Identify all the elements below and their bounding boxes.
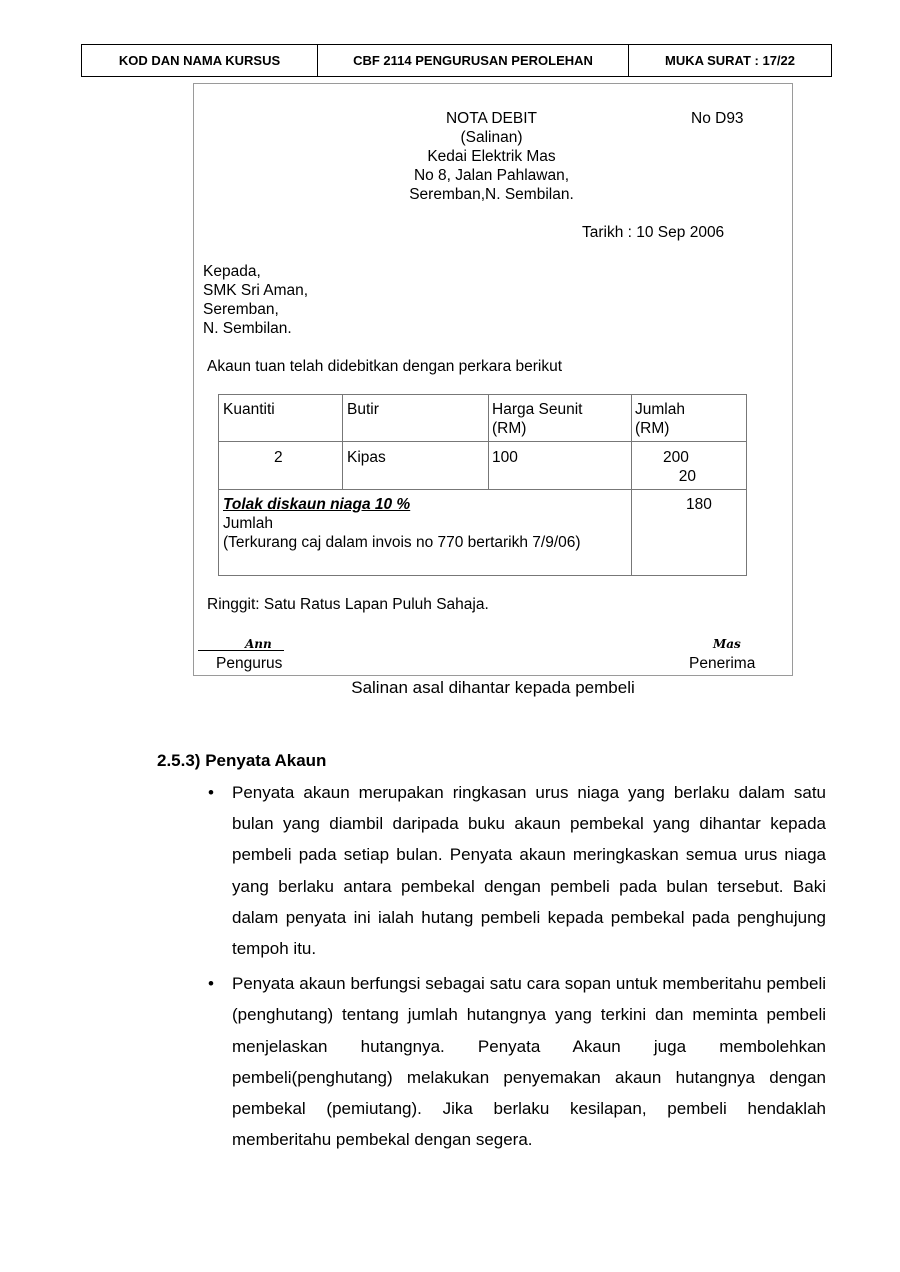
course-code-label: KOD DAN NAMA KURSUS	[82, 45, 318, 76]
discount-label: Tolak diskaun niaga 10 %	[223, 496, 411, 513]
row-quantity: 2	[274, 449, 283, 466]
recipient-line: N. Sembilan.	[203, 320, 292, 337]
row-unit-price: 100	[492, 449, 518, 466]
note-title: NOTA DEBIT	[445, 110, 537, 127]
final-total: 180	[686, 496, 712, 513]
note-date: Tarikh : 10 Sep 2006	[582, 224, 725, 241]
manager-label: Pengurus	[216, 655, 283, 672]
course-name: CBF 2114 PENGURUSAN PEROLEHAN	[318, 45, 629, 76]
receiver-label: Penerima	[689, 655, 756, 672]
undercharge-note: (Terkurang caj dalam invois no 770 bertarikh 7/9/06)	[223, 534, 581, 551]
note-heading	[394, 109, 589, 204]
bullet-icon: •	[208, 974, 214, 994]
shop-address-2: Seremban,N. Sembilan.	[409, 186, 574, 203]
row-item: Kipas	[347, 449, 386, 466]
note-number: No D93	[691, 110, 744, 127]
items-table	[218, 394, 747, 576]
amount-in-words: Ringgit: Satu Ratus Lapan Puluh Sahaja.	[207, 596, 489, 613]
row-total: 200	[663, 449, 689, 466]
shop-name: Kedai Elektrik Mas	[427, 148, 556, 165]
bullet-list	[200, 777, 826, 1159]
list-item-text: Penyata akaun berfungsi sebagai satu cara sopan untuk memberitahu pembeli (penghutang) tentang jumlah hutangnya yang terkini dan meminta pembeli menjelaskan hutangnya. Penyata Akaun juga membolehkan pembeli(penghutang) melakukan penyemakan akaun hutangnya dengan pembekal (pemiutang). Jika berlaku kesilapan, pembeli hendaklah memberitahu pembekal dengan segera.	[232, 974, 826, 1150]
total-label: Jumlah	[223, 515, 273, 532]
shop-address-1: No 8, Jalan Pahlawan,	[413, 167, 570, 184]
note-intro: Akaun tuan telah didebitkan dengan perkara berikut	[207, 358, 563, 375]
header-unit-price: Harga Seunit (RM)	[492, 401, 583, 437]
page-header	[81, 44, 832, 77]
recipient-block	[203, 262, 308, 338]
table-divider	[219, 489, 746, 490]
debit-note	[193, 83, 793, 676]
row-discount-amount: 20	[678, 468, 696, 485]
table-divider	[342, 395, 343, 489]
table-divider	[219, 441, 746, 442]
header-quantity: Kuantiti	[223, 401, 275, 418]
table-divider	[631, 395, 632, 575]
recipient-line: SMK Sri Aman,	[203, 282, 309, 299]
manager-signature: Ann	[245, 637, 272, 651]
recipient-line: Kepada,	[203, 263, 261, 280]
list-item	[200, 777, 826, 964]
table-divider	[488, 395, 489, 489]
section-heading: 2.5.3) Penyata Akaun	[157, 751, 327, 770]
note-caption: Salinan asal dihantar kepada pembeli	[351, 678, 635, 697]
copy-label: (Salinan)	[460, 129, 523, 146]
list-item-text: Penyata akaun merupakan ringkasan urus niaga yang berlaku dalam satu bulan yang diambil daripada buku akaun pembekal yang dihantar kepada pembeli pada setiap bulan. Penyata akaun meringkaskan semua urus niaga yang berlaku antara pembekal dengan pembeli pada bulan tersebut. Baki dalam penyata ini ialah hutang pembeli kepada pembekal pada penghujung tempoh itu.	[232, 783, 826, 959]
bullet-icon: •	[208, 783, 214, 802]
page-number: MUKA SURAT : 17/22	[664, 53, 796, 68]
list-item	[200, 968, 826, 1155]
header-total: Jumlah (RM)	[635, 401, 685, 437]
recipient-line: Seremban,	[203, 301, 279, 318]
receiver-signature: Mas	[713, 637, 741, 651]
header-item: Butir	[347, 401, 379, 418]
